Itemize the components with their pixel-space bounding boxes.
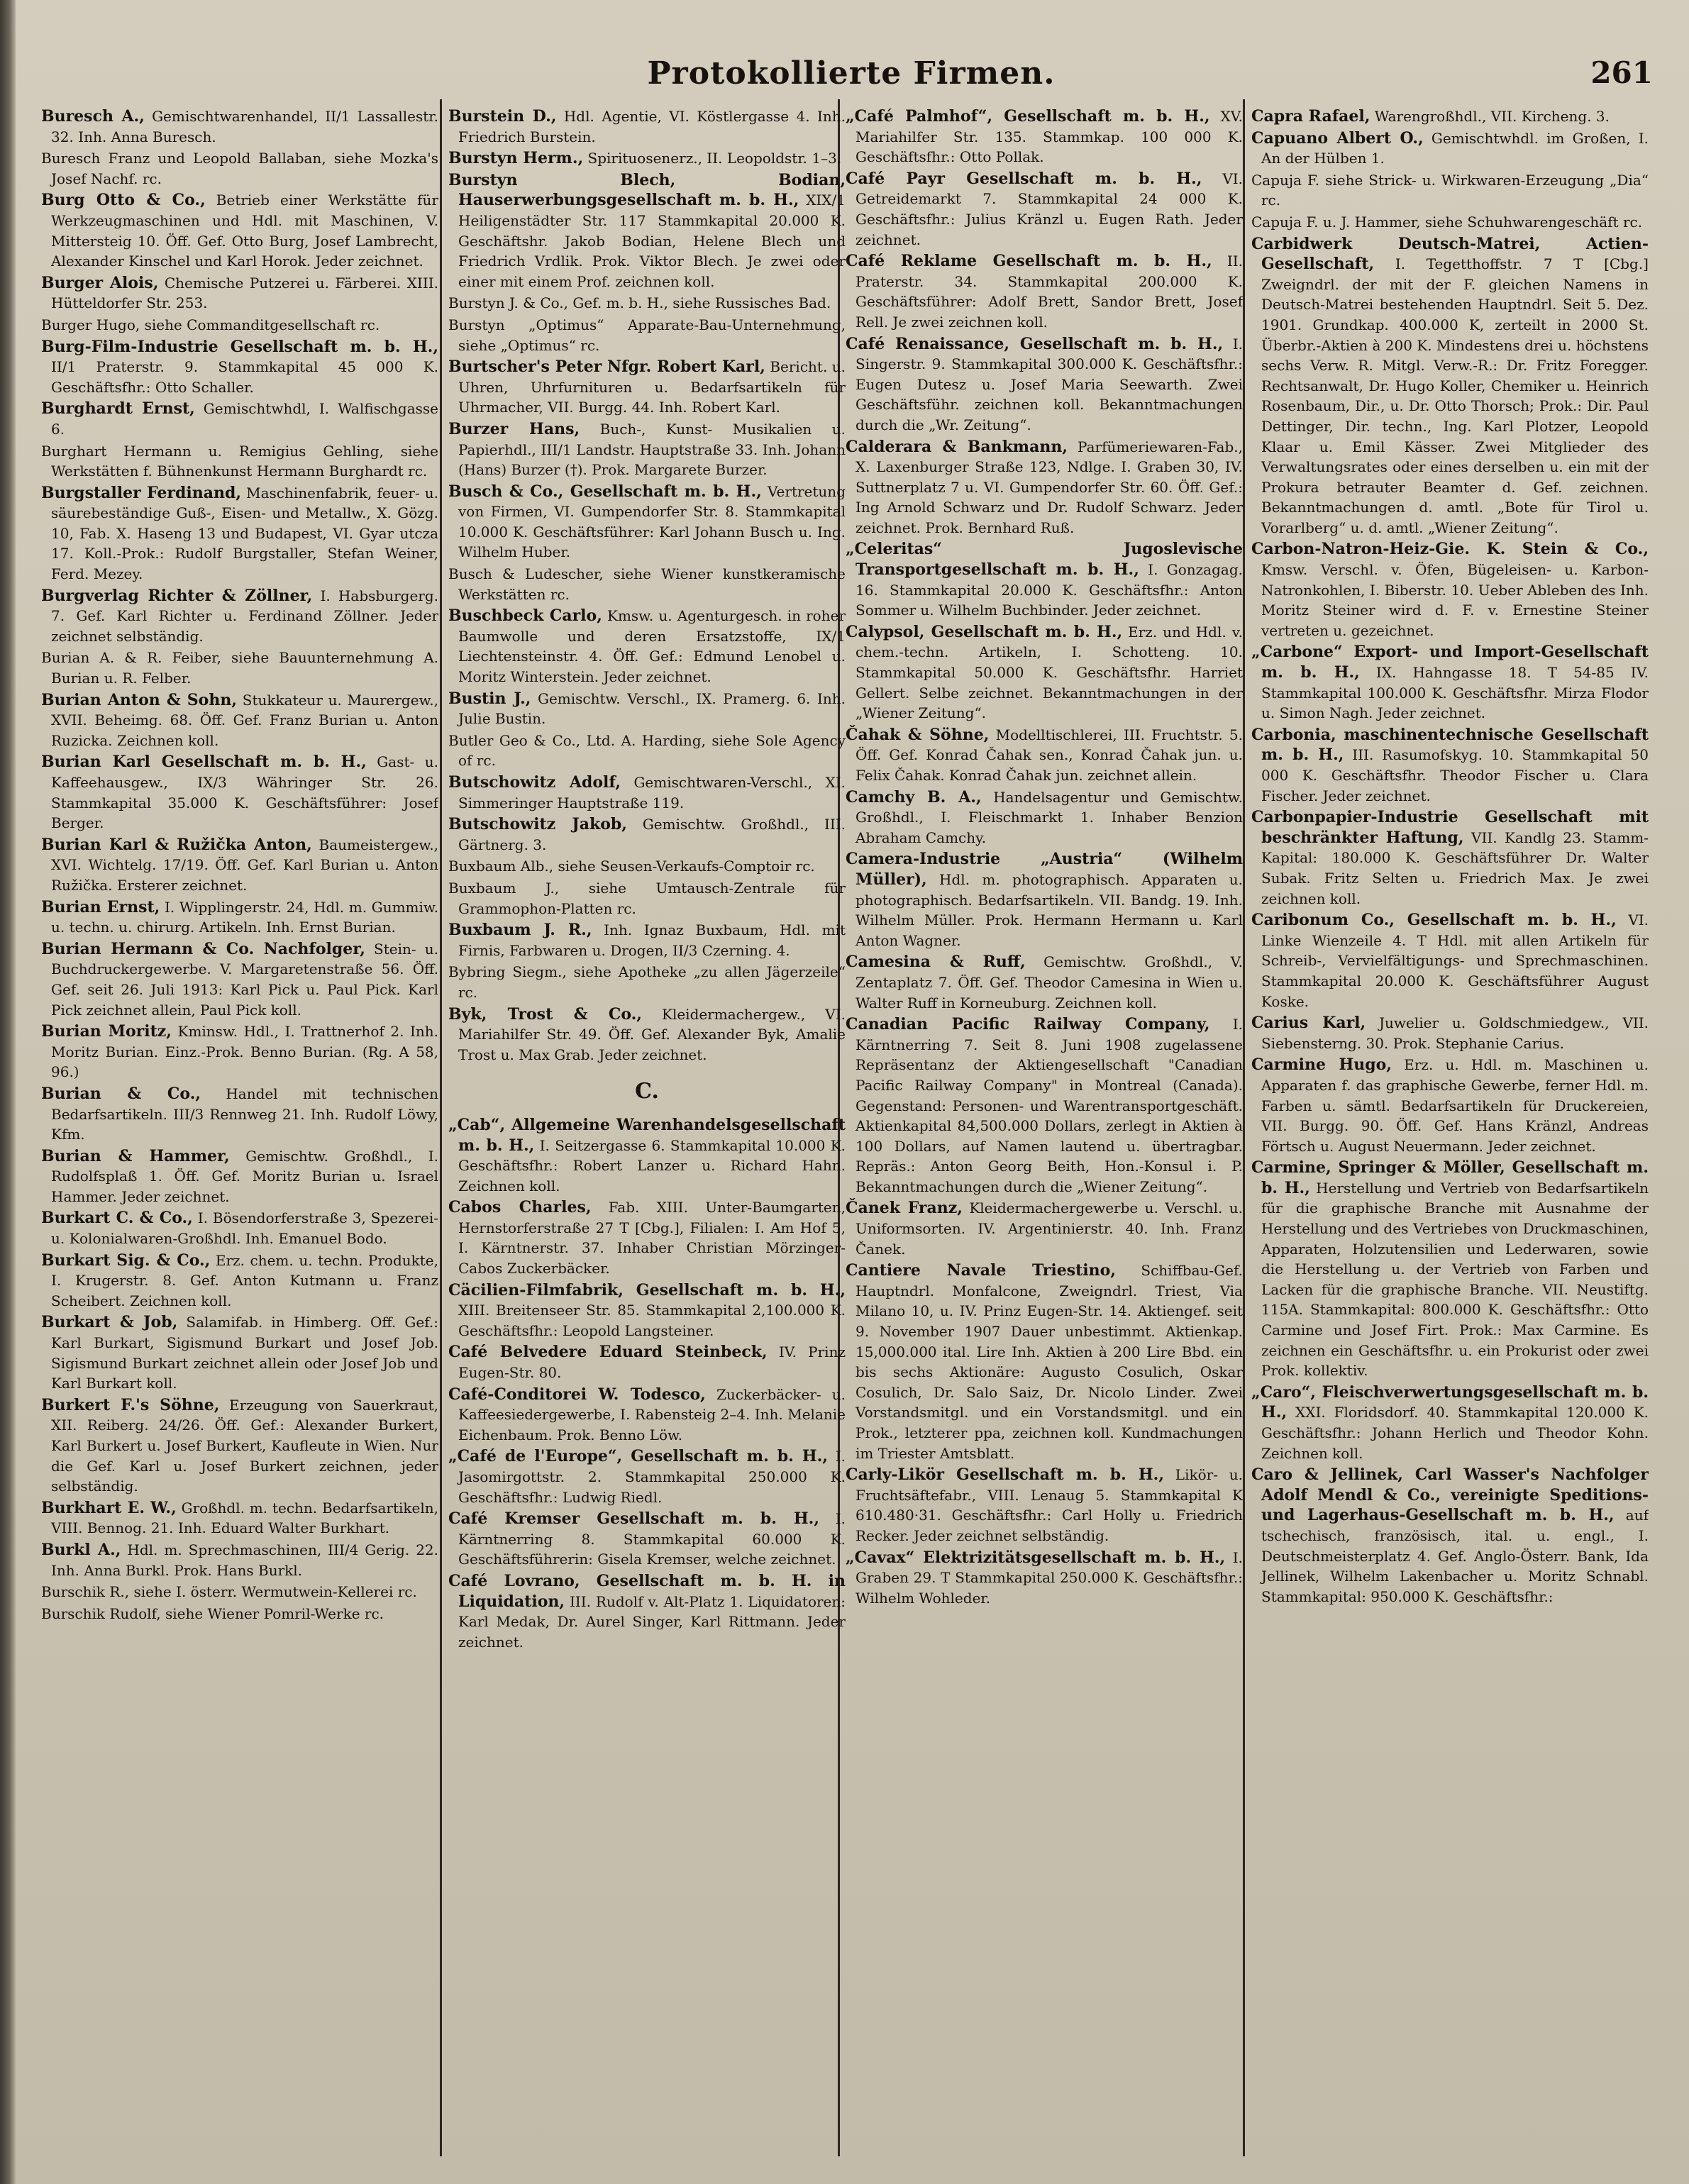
- entry-details: I. Kärntnerring 7. Seit 8. Juni 1908 zugelassene Repräsentanz der Aktiengesellschaft "Canadian Pacific Railway Company" in Montreal (Canada). Gegenstand: Personen- und Warentransportgeschäft. Aktienkapital 84,500.000 Dollars, zerlegt in Aktien à 100 Dollars, auf Namen lautend u. übertragbar. Repräs.: Anton Georg Beith, Hon.-Konsul i. P. Bekanntmachungen durch die „Wiener Zeitung“.: [855, 1016, 1243, 1195]
- entry-details: Buxbaum Alb., siehe Seusen-Verkaufs-Comptoir rc.: [448, 858, 815, 875]
- entry-details: Busch & Ludescher, siehe Wiener kunstkeramische Werkstätten rc.: [448, 565, 846, 603]
- directory-entry: [1251, 642, 1649, 723]
- firm-name: Canadian Pacific Railway Company,: [846, 1015, 1210, 1034]
- directory-entry: [41, 106, 438, 147]
- directory-entry: [41, 273, 438, 314]
- entry-details: Capuja F. siehe Strick- u. Wirkwaren-Erzeugung „Dia“ rc.: [1251, 171, 1649, 209]
- firm-name: „Café de l'Europe“, Gesellschaft m. b. H.,: [448, 1447, 828, 1466]
- directory-entry: [846, 251, 1243, 332]
- entry-details: Juwelier u. Goldschmiedgew., VII. Siebensterng. 30. Prok. Stephanie Carius.: [1261, 1014, 1649, 1052]
- page-title: Protokollierte Firmen.: [647, 55, 1056, 92]
- directory-entry: [846, 539, 1243, 620]
- entry-details: Modelltischlerei, III. Fruchtstr. 5. Öff. Gef. Konrad Čahak sen., Konrad Čahak jun. u. Felix Čahak. Konrad Čahak jun. zeichnet allein.: [855, 726, 1243, 784]
- directory-entry: [448, 564, 846, 604]
- directory-entry: [41, 586, 438, 647]
- entry-details: I. Tegetthoffstr. 7 T [Cbg.] Zweigndrl. der mit der F. gleichen Namens in Deutsch-Matrei bestehenden Hauptndrl. Seit 5. Dez. 1901. Grundkap. 400.000 K, zerteilt in 2000 St. Überbr.-Aktien à 200 K. Mindestens drei u. höchstens sechs Verw. R. Mitgl. Verw.-R.: Dr. Fritz Foregger. Rechtsanwalt, Dr. Hugo Koller, Chemiker u. Heinrich Rosenbaum, Dir., u. Dr. Otto Thorsch; Prok.: Dir. Paul Dettinger, Dir. techn., Ing. Karl Plotzer, Leopold Klaar u. Emil Kässer. Zwei Mitglieder des Verwaltungsrates oder eines derselben u. ein mit der Prokura betrauter Beamter d. Gef. zeichnen. Bekanntmachungen d. amtl. „Bote für Tirol u. Vorarlberg“ u. d. amtl. „Wiener Zeitung“.: [1261, 255, 1649, 536]
- firm-name: Burzer Hans,: [448, 419, 580, 438]
- entry-details: Gemischtw. Verschl., IX. Pramerg. 6. Inh. Julie Bustin.: [458, 689, 846, 728]
- directory-entry: [448, 1004, 846, 1065]
- directory-entry: [846, 106, 1243, 167]
- directory-entry: [448, 1197, 846, 1278]
- entry-details: I. Gonzagag. 16. Stammkapital 20.000 K. Geschäftsfhr.: Anton Sommer u. Wilhelm Buchbinder. Jeder zeichnet.: [855, 561, 1243, 619]
- directory-entry: [1251, 725, 1649, 806]
- entry-details: Chemische Putzerei u. Färberei. XIII. Hütteldorfer Str. 253.: [51, 274, 438, 312]
- entry-details: Gemischtw. Großhdl., V. Zentaplatz 7. Öff. Gef. Theodor Camesina in Wien u. Walter Ruff in Korneuburg. Zeichnen koll.: [855, 953, 1243, 1011]
- entry-details: Gemischtwarenhandel, II/1 Lassallestr. 32. Inh. Anna Buresch.: [51, 108, 438, 145]
- directory-entry: [448, 606, 846, 687]
- directory-entry: [41, 1498, 438, 1539]
- entry-details: I. Kärntnerring 8. Stammkapital 60.000 K. Geschäftsführerin: Gisela Kremser, welche zeichnet.: [458, 1510, 846, 1568]
- entry-details: Kmsw. Verschl. v. Öfen, Bügeleisen- u. Karbon-Natronkohlen, I. Biberstr. 10. Ueber Ableben des Inh. Moritz Steiner wird d. F. v. Ernestine Steiner vertreten u. gezeichnet.: [1261, 561, 1649, 639]
- entry-details: III. Rudolf v. Alt-Platz 1. Liquidatoren: Karl Medak, Dr. Aurel Singer, Karl Rittmann. Jeder zeichnet.: [458, 1592, 846, 1651]
- entry-details: VI. Getreidemarkt 7. Stammkapital 24 000 K. Geschäftsfhr.: Julius Kränzl u. Eugen Rath. Jeder zeichnet.: [855, 170, 1243, 248]
- directory-entry: [41, 690, 438, 751]
- directory-entry: [1251, 807, 1649, 909]
- entry-details: Gemischtw. Großhdl., III. Gärtnerg. 3.: [458, 816, 846, 853]
- directory-entry: [448, 419, 846, 480]
- firm-name: Camchy B. A.,: [846, 787, 982, 806]
- directory-entry: [1251, 1055, 1649, 1156]
- directory-entry: [448, 920, 846, 960]
- entry-details: Stukkateur u. Maurergew., XVII. Beheimg. 68. Öff. Gef. Franz Burian u. Anton Ruzicka. Zeichnen koll.: [51, 691, 438, 749]
- directory-entry: [41, 315, 438, 336]
- firm-name: Burian & Co.,: [41, 1084, 201, 1103]
- directory-entry: [448, 962, 846, 1002]
- entry-details: Buch-, Kunst- Musikalien u. Papierhdl., III/1 Landstr. Hauptstraße 33. Inh. Johann (Hans) Burzer (†). Prok. Margarete Burzer.: [458, 420, 846, 479]
- directory-entry: [846, 1014, 1243, 1197]
- directory-entry: [448, 315, 846, 355]
- firm-name: Burger Alois,: [41, 273, 159, 292]
- entry-details: Handel mit technischen Bedarfsartikeln. III/3 Rennweg 21. Inh. Rudolf Löwy, Kfm.: [51, 1085, 438, 1143]
- firm-name: Burkart Sig. & Co.,: [41, 1251, 211, 1270]
- entry-details: XIX/1 Heiligenstädter Str. 117 Stammkapital 20.000 K. Geschäftshr. Jakob Bodian, Helene Blech und Friedrich Vrdlik. Prok. Viktor Blech. Je zwei oder einer mit einem Prof. zeichnen koll.: [458, 192, 846, 290]
- entry-details: Gast- u. Kaffeehausgew., IX/3 Währinger Str. 26. Stammkapital 35.000 K. Geschäftsführer: Josef Berger.: [51, 753, 438, 832]
- firm-name: Burkhart E. W.,: [41, 1498, 177, 1517]
- firm-name: „Café Palmhof“, Gesellschaft m. b. H.,: [846, 107, 1210, 126]
- firm-name: Burg-Film-Industrie Gesellschaft m. b. H.,: [41, 337, 438, 356]
- directory-entry: [41, 1251, 438, 1312]
- firm-name: Cantiere Navale Triestino,: [846, 1261, 1116, 1280]
- firm-name: Buschbeck Carlo,: [448, 606, 602, 626]
- entry-details: Gemischtw. Großhdl., I. Rudolfsplaß 1. Öff. Gef. Moritz Burian u. Israel Hammer. Jeder zeichnet.: [51, 1147, 438, 1205]
- directory-entry: [846, 787, 1243, 848]
- firm-name: Burkl A.,: [41, 1540, 121, 1559]
- entry-details: Handelsagentur und Gemischtw. Großhdl., I. Fleischmarkt 1. Inhaber Benzion Abraham Camchy.: [855, 788, 1243, 846]
- directory-entry: [846, 622, 1243, 724]
- entry-details: Erzeugung von Sauerkraut, XII. Reiberg. 24/26. Öff. Gef.: Alexander Burkert, Karl Burkert u. Josef Burkert, Kaufleute in Wien. Nur die Gef. Karl u. Josef Burkert zeichnen, jeder selbständig.: [51, 1396, 438, 1495]
- firm-name: Carmine Hugo,: [1251, 1055, 1392, 1075]
- directory-entry: [448, 1446, 846, 1507]
- firm-name: Camesina & Ruff,: [846, 953, 1026, 972]
- entry-details: Hdl. m. Sprechmaschinen, III/4 Gerig. 22. Inh. Anna Burkl. Prok. Hans Burkl.: [51, 1541, 438, 1579]
- directory-entry: [448, 878, 846, 919]
- entry-details: Großhdl. m. techn. Bedarfsartikeln, VIII. Bennog. 21. Inh. Eduard Walter Burkhart.: [51, 1499, 438, 1537]
- directory-entry: [41, 1312, 438, 1393]
- entry-details: Gemischtwaren-Verschl., XI. Simmeringer Hauptstraße 119.: [458, 774, 846, 811]
- directory-entry: [41, 337, 438, 398]
- firm-name: Café Renaissance, Gesellschaft m. b. H.,: [846, 334, 1224, 353]
- directory-entry: [846, 1260, 1243, 1463]
- entry-details: Salamifab. in Himberg. Off. Gef.: Karl Burkart, Sigismund Burkart und Josef Job. Sigismund Burkart zeichnet allein oder Josef Job und Karl Burkart koll.: [51, 1314, 438, 1392]
- firm-name: Capuano Albert O.,: [1251, 128, 1424, 148]
- entry-details: Schiffbau-Gef. Hauptndrl. Monfalcone, Zweigndrl. Triest, Via Milano 10, u. IV. Prinz Eugen-Str. 14. Aktiengef. seit 9. November 1907 Dauer unbestimmt. Aktienkap. 15,000.000 ital. Lire Inh. Aktien à 200 Lire Bbd. ein bis sechs Aktionäre: Augusto Cosulich, Oskar Cosulich, Dr. Salo Saiz, Dr. Nicolo Linder. Zwei Vorstandsmitgl. und ein Vorstandsmitgl. und ein Prok., letzterer ppa, zeichnen koll. Kundmachungen im Triester Amtsblatt.: [855, 1262, 1243, 1462]
- directory-entry: [448, 482, 846, 562]
- entry-details: XXI. Floridsdorf. 40. Stammkapital 120.000 K. Geschäftsfhr.: Johann Herlich und Theodor Kohn. Zeichnen koll.: [1261, 1404, 1649, 1462]
- firm-name: Carmine, Springer & Möller, Gesellschaft m. b. H.,: [1251, 1158, 1649, 1197]
- entry-details: Burschik Rudolf, siehe Wiener Pomril-Werke rc.: [41, 1604, 384, 1622]
- entry-details: VI. Linke Wienzeile 4. T Hdl. mit allen Artikeln für Schreib-, Vervielfältigungs- und Sprechmaschinen. Stammkapital 20.000 K. Geschäftsführer August Koske.: [1261, 911, 1649, 1010]
- directory-entry: [846, 437, 1243, 538]
- section-letter: C.: [635, 1079, 659, 1104]
- column-divider: [440, 99, 442, 2156]
- entry-details: Burian A. & R. Feiber, siehe Bauunternehmung A. Burian u. R. Felber.: [41, 649, 438, 687]
- directory-entry: [846, 169, 1243, 250]
- entry-details: Burghart Hermann u. Remigius Gehling, siehe Werkstätten f. Bühnenkunst Hermann Burghardt rc.: [41, 442, 438, 480]
- directory-entry: [448, 357, 846, 418]
- entry-details: I. Seitzergasse 6. Stammkapital 10.000 K. Geschäftsfhr.: Robert Lanzer u. Richard Hahn. Zeichnen koll.: [458, 1136, 846, 1194]
- entry-details: Stein- u. Buchdruckergewerbe. V. Margaretenstraße 56. Öff. Gef. seit 26. Juli 1913: Karl Pick u. Paul Pick. Karl Pick zeichnet allein, Paul Pick koll.: [51, 940, 438, 1019]
- entry-details: Hdl. Agentie, VI. Köstlergasse 4. Inh. Friedrich Burstein.: [458, 108, 846, 145]
- firm-name: Carbonpapier-Industrie Gesellschaft mit beschränkter Haftung,: [1251, 808, 1649, 847]
- column-divider: [1243, 99, 1245, 2156]
- entry-details: Fab. XIII. Unter-Baumgarten, Hernstorferstraße 27 T [Cbg.], Filialen: I. Am Hof 5, I. Kärntnerstr. 37. Inhaber Christian Mörzinger-Cabos Zuckerbäcker.: [458, 1199, 846, 1277]
- directory-entry: [1251, 212, 1649, 233]
- entry-details: Betrieb einer Werkstätte für Werkzeugmaschinen und Hdl. mit Maschinen, V. Mittersteig 10. Öff. Gef. Otto Burg, Josef Lambrecht, Alexander Kinschel und Karl Horok. Jeder zeichnet.: [51, 192, 438, 270]
- entry-details: Erz. und Hdl. v. chem.-techn. Artikeln, I. Schotteng. 10. Stammkapital 50.000 K. Geschäftsfhr. Harriet Gellert. Selbe zeichnet. Bekanntmachungen in der „Wiener Zeitung“.: [855, 623, 1243, 722]
- entry-details: Burstyn J. & Co., Gef. m. b. H., siehe Russisches Bad.: [448, 294, 831, 312]
- column-4: [1251, 106, 1649, 2163]
- directory-entry: [1251, 128, 1649, 169]
- entry-details: Erz. u. Hdl. m. Maschinen u. Apparaten f. das graphische Gewerbe, ferner Hdl. m. Farben u. sämtl. Bedarfsartikeln für Druckereien, VII. Burgg. 90. Öff. Gef. Hans Kränzl, Andreas Förtsch u. August Neuermann. Jeder zeichnet.: [1261, 1056, 1649, 1155]
- directory-entry: [846, 1198, 1243, 1259]
- entry-details: I. Singerstr. 9. Stammkapital 300.000 K. Geschäftsfhr.: Eugen Dutesz u. Josef Maria Seewarth. Zwei Geschäftsführ. zeichnen koll. Bekanntmachungen durch die „Wr. Zeitung“.: [855, 335, 1243, 433]
- entry-details: II. Praterstr. 34. Stammkapital 200.000 K. Geschäftsführer: Adolf Brett, Sandor Brett, Josef Rell. Je zwei zeichnen koll.: [855, 253, 1243, 331]
- directory-entry: [41, 939, 438, 1020]
- directory-entry: [1251, 170, 1649, 211]
- entry-details: Buresch Franz und Leopold Ballaban, siehe Mozka's Josef Nachf. rc.: [41, 150, 438, 187]
- entry-details: Erz. chem. u. techn. Produkte, I. Krugerstr. 8. Gef. Anton Kutmann u. Franz Scheibert. Zeichnen koll.: [51, 1251, 438, 1309]
- directory-entry: [41, 441, 438, 482]
- directory-entry: [448, 170, 846, 292]
- directory-entry: [448, 1115, 846, 1196]
- firm-name: Caribonum Co., Gesellschaft m. b. H.,: [1251, 911, 1617, 930]
- firm-name: Burian Anton & Sohn,: [41, 690, 237, 709]
- entry-details: IV. Prinz Eugen-Str. 80.: [458, 1343, 846, 1382]
- directory-entry: [448, 1280, 846, 1341]
- entry-details: Bybring Siegm., siehe Apotheke „zu allen Jägerzeile“ rc.: [448, 963, 846, 1001]
- entry-details: Baumeistergew., XVI. Wichtelg. 17/19. Öff. Gef. Karl Burian u. Anton Ružička. Ersterer zeichnet.: [51, 836, 438, 894]
- firm-name: Camera-Industrie „Austria“ (Wilhelm Müller),: [846, 850, 1243, 889]
- directory-entry: [448, 689, 846, 729]
- entry-details: Hdl. m. photographisch. Apparaten u. photographisch. Bedarfsartikeln. VII. Bandg. 19. Inh. Wilhelm Müller. Prok. Hermann Hermann u. Karl Anton Wagner.: [855, 870, 1243, 949]
- directory-entry: [41, 1084, 438, 1145]
- firm-name: Carbonia, maschinentechnische Gesellschaft m. b. H.,: [1251, 725, 1649, 765]
- entry-details: XIII. Breitenseer Str. 85. Stammkapital 2,100.000 K. Geschäftsfhr.: Leopold Langsteiner.: [458, 1302, 846, 1339]
- firm-name: Caro & Jellinek, Carl Wasser's Nachfolger Adolf Mendl & Co., vereinigte Speditions- und Lagerhaus-Gesellschaft m. b. H.,: [1251, 1465, 1649, 1525]
- directory-entry: [846, 952, 1243, 1013]
- firm-name: Burg Otto & Co.,: [41, 191, 206, 210]
- directory-entry: [41, 148, 438, 189]
- firm-name: Busch & Co., Gesellschaft m. b. H.,: [448, 482, 762, 501]
- directory-entry: [1251, 106, 1649, 127]
- firm-name: „Cavax“ Elektrizitätsgesellschaft m. b. H.,: [846, 1548, 1226, 1567]
- firm-name: Burtscher's Peter Nfgr. Robert Karl,: [448, 357, 765, 377]
- page-binding-edge: [0, 0, 16, 2184]
- directory-entry: [41, 190, 438, 271]
- firm-name: Burian Hermann & Co. Nachfolger,: [41, 939, 365, 958]
- entry-details: I. Habsburgerg. 7. Gef. Karl Richter u. Ferdinand Zöllner. Jeder zeichnet selbständig.: [51, 587, 438, 645]
- firm-name: Buresch A.,: [41, 107, 145, 126]
- firm-name: Butschowitz Adolf,: [448, 773, 621, 792]
- entry-details: Gemischtwhdl, I. Walfischgasse 6.: [51, 400, 438, 438]
- firm-name: Burkart C. & Co.,: [41, 1209, 193, 1228]
- entry-details: XV. Mariahilfer Str. 135. Stammkap. 100 000 K. Geschäftsfhr.: Otto Pollak.: [855, 108, 1243, 166]
- entry-details: Butler Geo & Co., Ltd. A. Harding, siehe Sole Agency of rc.: [448, 731, 846, 770]
- directory-entry: [448, 106, 846, 147]
- entry-details: Zuckerbäcker- u. Kaffeesiedergewerbe, I. Rabensteig 2–4. Inh. Melanie Eichenbaum. Prok. Benno Löw.: [458, 1385, 846, 1443]
- directory-entry: [1251, 234, 1649, 538]
- directory-entry: [1251, 1013, 1649, 1053]
- entry-details: Buxbaum J., siehe Umtausch-Zentrale für Grammophon-Platten rc.: [448, 879, 846, 917]
- firm-name: Café-Conditorei W. Todesco,: [448, 1385, 706, 1404]
- directory-entry: [448, 1342, 846, 1382]
- entry-details: Bericht. u. Uhren, Uhrfurnituren u. Bedarfsartikeln für Uhrmacher, VII. Burgg. 44. Inh. Robert Karl.: [458, 358, 846, 416]
- entry-details: I. Wipplingerstr. 24, Hdl. m. Gummiw. u. techn. u. chirurg. Artikeln. Inh. Ernst Burian.: [51, 898, 438, 936]
- directory-entry: [846, 1465, 1243, 1546]
- firm-name: Burstyn Blech, Bodian, Hauserwerbungsgesellschaft m. b. H.,: [448, 170, 846, 210]
- entry-details: III. Rasumofskyg. 10. Stammkapital 50 000 K. Geschäftsfhr. Theodor Fischer u. Clara Fischer. Jeder zeichnet.: [1261, 746, 1649, 804]
- entry-details: auf tschechisch, französisch, ital. u. engl., I. Deutschmeisterplatz 4. Gef. Anglo-Österr. Bank, Ida Jellinek, Wilhelm Lakenbacher u. Moritz Schnabl. Stammkapital: 950.000 K. Geschäftsfhr.:: [1261, 1507, 1649, 1605]
- directory-entry: [1251, 910, 1649, 1011]
- firm-name: Burgverlag Richter & Zöllner,: [41, 586, 313, 605]
- directory-entry: [41, 897, 438, 938]
- directory-entry: [1251, 1158, 1649, 1381]
- directory-entry: [41, 399, 438, 439]
- entry-details: VII. Kandlg 23. Stamm-Kapital: 180.000 K. Geschäftsführer Dr. Walter Subak. Fritz Selten u. Friedrich Max. Je zwei zeichnen koll.: [1261, 828, 1649, 907]
- entry-details: Kmsw. u. Agenturgesch. in roher Baumwolle und deren Ersatzstoffe, IX/1 Liechtensteinstr. 4. Öff. Gef.: Edmund Lenobel u. Moritz Winterstein. Jeder zeichnet.: [458, 607, 846, 686]
- directory-entry: [448, 293, 846, 314]
- column-3: [846, 106, 1243, 2163]
- directory-entry: [448, 731, 846, 771]
- entry-details: I. Jasomirgottstr. 2. Stammkapital 250.000 K. Geschäftsfhr.: Ludwig Riedl.: [458, 1448, 846, 1506]
- directory-entry: [1251, 539, 1649, 641]
- directory-entry: [41, 1604, 438, 1624]
- directory-entry: [448, 772, 846, 813]
- entry-details: Kleidermachergew., VI. Mariahilfer Str. 49. Öff. Gef. Alexander Byk, Amalie Trost u. Max Grab. Jeder zeichnet.: [458, 1005, 846, 1063]
- firm-name: Bustin J.,: [448, 689, 531, 708]
- directory-entry: [448, 1385, 846, 1446]
- firm-name: Café Reklame Gesellschaft m. b. H.,: [846, 252, 1212, 271]
- directory-entry: [41, 1021, 438, 1082]
- directory-entry: [1251, 1465, 1649, 1607]
- firm-name: Burian Ernst,: [41, 897, 160, 916]
- entry-details: Herstellung und Vertrieb von Bedarfsartikeln für die graphische Branche mit Ausnahme der Herstellung und des Vertriebes von Druckmaschinen, Apparaten, Holzutensilien und Lederwaren, sowie die Herstellung u. der Vertrieb von Farben und Lacken für die graphische Branche. VII. Neustiftg. 115A. Stammkapital: 800.000 K. Geschäftsfhr.: Otto Carmine und Josef Firt. Prok.: Max Carmine. Es zeichnen ein Geschäftsfhr. u. ein Prokurist oder zwei Prok. kollektiv.: [1261, 1179, 1649, 1380]
- entry-details: Kminsw. Hdl., I. Trattnerhof 2. Inh. Moritz Burian. Einz.-Prok. Benno Burian. (Rg. A 58, 96.): [51, 1023, 438, 1081]
- directory-entry: [41, 752, 438, 833]
- entry-details: Maschinenfabrik, feuer- u. säurebeständige Guß-, Eisen- und Metallw., X. Gözg. 10, Fab. X. Haseng 13 und Budapest, VI. Gyar utcza 17. Koll.-Prok.: Rudolf Burgstaller, Stefan Weiner, Ferd. Mezey.: [51, 484, 438, 583]
- directory-entry: [41, 648, 438, 688]
- entry-details: Kleidermachergewerbe u. Verschl. u. Uniformsorten. IV. Argentinierstr. 40. Inh. Franz Čanek.: [855, 1199, 1243, 1258]
- firm-name: „Carbone“ Export- und Import-Gesellschaft m. b. H.,: [1251, 643, 1649, 682]
- firm-name: Butschowitz Jakob,: [448, 815, 627, 834]
- firm-name: Burkert F.'s Söhne,: [41, 1395, 220, 1414]
- directory-entry: [846, 1548, 1243, 1609]
- firm-name: Čahak & Söhne,: [846, 725, 990, 744]
- entry-details: Burger Hugo, siehe Commanditgesellschaft rc.: [41, 316, 380, 333]
- entry-details: Spirituosenerz., II. Leopoldstr. 1–3.: [587, 150, 842, 167]
- directory-entry: [448, 1509, 846, 1570]
- firm-name: Burian Karl & Ružička Anton,: [41, 835, 312, 854]
- directory-entry: [448, 1571, 846, 1652]
- entry-details: Burstyn „Optimus“ Apparate-Bau-Unternehmung, siehe „Optimus“ rc.: [448, 316, 846, 354]
- firm-name: Capra Rafael,: [1251, 107, 1370, 126]
- directory-entry: [846, 725, 1243, 786]
- firm-name: Čanek Franz,: [846, 1199, 963, 1218]
- entry-details: I. Bösendorferstraße 3, Spezerei- u. Kolonialwaren-Großhdl. Inh. Emanuel Bodo.: [51, 1209, 438, 1248]
- firm-name: Carbon-Natron-Heiz-Gie. K. Stein & Co.,: [1251, 540, 1649, 559]
- entry-details: Burschik R., siehe I. österr. Wermutwein-Kellerei rc.: [41, 1583, 417, 1601]
- directory-entry: [41, 1582, 438, 1602]
- firm-name: Café Payr Gesellschaft m. b. H.,: [846, 169, 1202, 188]
- firm-name: Calypsol, Gesellschaft m. b. H.,: [846, 622, 1123, 641]
- firm-name: „Cab“, Allgemeine Warenhandelsgesellschaft m. b. H.,: [448, 1115, 846, 1155]
- directory-entry: [448, 814, 846, 855]
- directory-entry: [448, 148, 846, 169]
- firm-name: Burian & Hammer,: [41, 1146, 230, 1165]
- firm-name: Cäcilien-Filmfabrik, Gesellschaft m. b. H.,: [448, 1280, 846, 1299]
- entry-details: Capuja F. u. J. Hammer, siehe Schuhwarengeschäft rc.: [1251, 213, 1643, 231]
- firm-name: Burstyn Herm.,: [448, 149, 584, 168]
- directory-entry: [1251, 1382, 1649, 1463]
- firm-name: „Celeritas“ Jugoslevische Transportgesellschaft m. b. H.,: [846, 540, 1243, 580]
- entry-details: I. Graben 29. T Stammkapital 250.000 K. Geschäftsfhr.: Wilhelm Wohleder.: [855, 1548, 1243, 1607]
- directory-entry: [41, 1395, 438, 1497]
- firm-name: Carius Karl,: [1251, 1014, 1366, 1033]
- firm-name: Carbidwerk Deutsch-Matrei, Actien-Gesellschaft,: [1251, 234, 1649, 274]
- entry-details: Warengroßhdl., VII. Kircheng. 3.: [1374, 108, 1610, 125]
- firm-name: Byk, Trost & Co.,: [448, 1004, 642, 1024]
- firm-name: „Caro“, Fleischverwertungsgesellschaft m. b. H.,: [1251, 1382, 1649, 1422]
- firm-name: Burgstaller Ferdinand,: [41, 483, 242, 502]
- firm-name: Burghardt Ernst,: [41, 399, 195, 418]
- entry-details: Inh. Ignaz Buxbaum, Hdl. mit Firnis, Farbwaren u. Drogen, II/3 Czerning. 4.: [458, 921, 846, 959]
- directory-entry: [846, 849, 1243, 950]
- directory-entry: [41, 835, 438, 896]
- directory-entry: [448, 856, 846, 877]
- page-number: 261: [1590, 55, 1653, 90]
- directory-entry: [41, 483, 438, 584]
- entry-details: II/1 Praterstr. 9. Stammkapital 45 000 K. Geschäftsfhr.: Otto Schaller.: [51, 358, 438, 396]
- firm-name: Cabos Charles,: [448, 1198, 592, 1217]
- firm-name: Burkart & Job,: [41, 1313, 178, 1332]
- entry-details: Vertretung von Firmen, VI. Gumpendorfer Str. 8. Stammkapital 10.000 K. Geschäftsführer: Karl Johann Busch u. Ing. Wilhelm Huber.: [458, 482, 846, 561]
- directory-entry: [41, 1540, 438, 1580]
- directory-entry: [41, 1146, 438, 1207]
- firm-name: Carly-Likör Gesellschaft m. b. H.,: [846, 1465, 1164, 1485]
- entry-details: Likör- u. Fruchtsäftefabr., VIII. Lenaug 5. Stammkapital K 610.480·31. Geschäftsfhr.: Carl Holly u. Friedrich Recker. Jeder zeichnet selbständig.: [855, 1466, 1243, 1544]
- firm-name: Burstein D.,: [448, 107, 557, 126]
- column-1: [41, 106, 438, 2163]
- firm-name: Buxbaum J. R.,: [448, 921, 592, 940]
- entry-details: IX. Hahngasse 18. T 54-85 IV. Stammkapital 100.000 K. Geschäftsfhr. Mirza Flodor u. Simon Nagh. Jeder zeichnet.: [1261, 664, 1649, 722]
- firm-name: Burian Moritz,: [41, 1022, 172, 1041]
- firm-name: Café Lovrano, Gesellschaft m. b. H. in Liquidation,: [448, 1571, 846, 1611]
- firm-name: Burian Karl Gesellschaft m. b. H.,: [41, 753, 367, 772]
- firm-name: Café Belvedere Eduard Steinbeck,: [448, 1343, 768, 1362]
- directory-entry: [41, 1208, 438, 1248]
- column-2: [448, 106, 846, 2163]
- entry-details: Parfümeriewaren-Fab., X. Laxenburger Straße 123, Ndlge. I. Graben 30, IV. Suttnerplatz 7 u. VI. Gumpendorfer Str. 60. Öff. Gef.: Ing Arnold Schwarz und Dr. Rudolf Schwarz. Jeder zeichnet. Prok. Bernhard Ruß.: [855, 438, 1243, 536]
- directory-entry: [846, 334, 1243, 436]
- firm-name: Café Kremser Gesellschaft m. b. H.,: [448, 1509, 819, 1529]
- entry-details: Gemischtwhdl. im Großen, I. An der Hülben 1.: [1261, 129, 1649, 167]
- firm-name: Calderara & Bankmann,: [846, 437, 1068, 456]
